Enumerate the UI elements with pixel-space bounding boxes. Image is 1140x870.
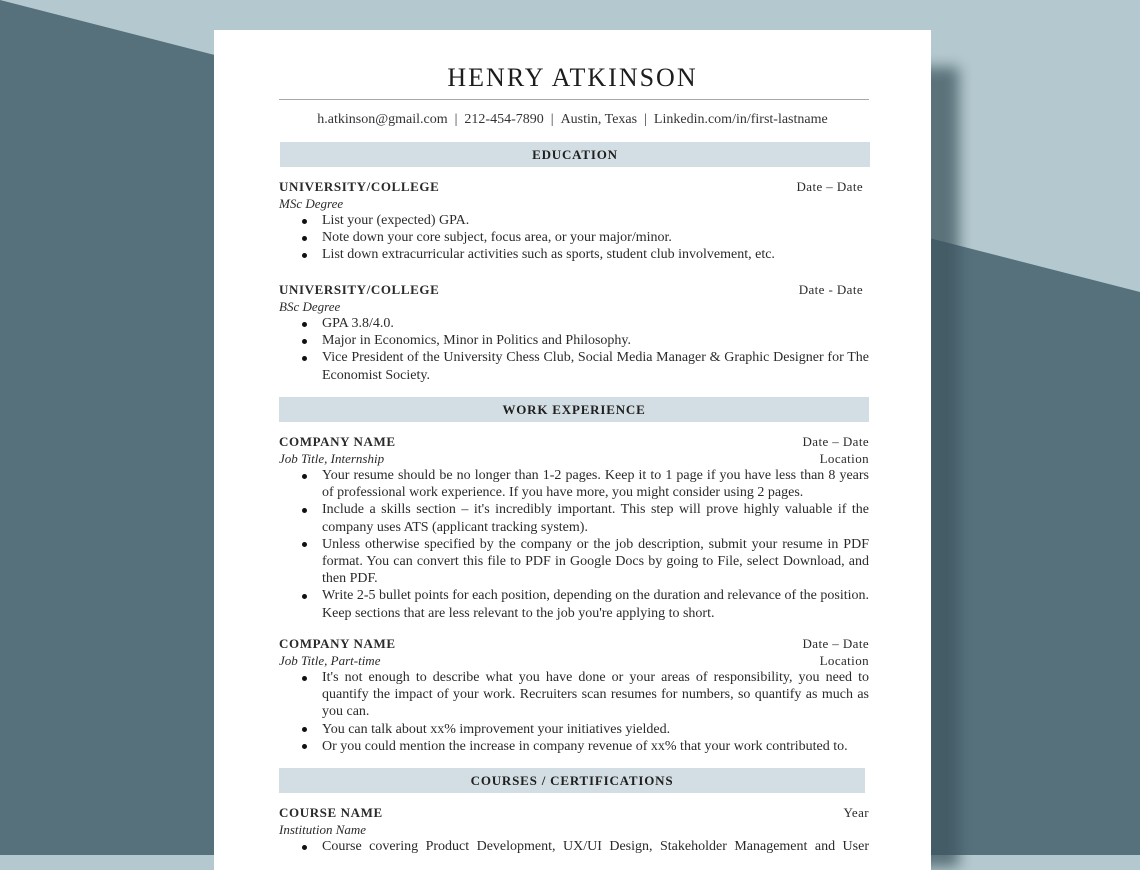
bullet-item: Note down your core subject, focus area, or your major/minor. bbox=[322, 229, 869, 246]
education-entry bbox=[279, 281, 869, 384]
contact-separator: | bbox=[454, 112, 458, 127]
bullet-item: You can talk about xx% improvement your initiatives yielded. bbox=[322, 721, 869, 738]
contact-separator: | bbox=[644, 112, 647, 127]
bullet-item: Write 2-5 bullet points for each position, depending on the duration and relevance of the position. Keep sections that are less relevant to the job you're applying to short. bbox=[322, 588, 869, 621]
education-heading: EDUCATION bbox=[280, 142, 870, 167]
work-entry bbox=[279, 433, 869, 622]
bullet-list bbox=[279, 669, 869, 755]
institution-name: UNIVERSITY/COLLEGE bbox=[279, 282, 440, 297]
bullet-list bbox=[279, 467, 869, 622]
job-location: Location bbox=[819, 653, 869, 668]
bullet-list bbox=[279, 838, 869, 855]
work-entry bbox=[279, 635, 869, 755]
bullet-item: Vice President of the University Chess Club, Social Media Manager & Graphic Designer for The Economist Society. bbox=[322, 350, 869, 383]
company-name: COMPANY NAME bbox=[279, 434, 396, 449]
contact-email: h.atkinson@gmail.com bbox=[317, 112, 448, 127]
education-entry bbox=[279, 178, 869, 264]
resume-page bbox=[214, 30, 931, 870]
bullet-item: Course covering Product Development, UX/UI Design, Stakeholder Management and User bbox=[322, 839, 869, 854]
company-name: COMPANY NAME bbox=[279, 636, 396, 651]
institution-name: Institution Name bbox=[279, 822, 367, 837]
course-name: COURSE NAME bbox=[279, 805, 383, 820]
contact-separator: | bbox=[550, 112, 554, 127]
entry-date: Date - Date bbox=[798, 282, 863, 297]
contact-phone: 212-454-7890 bbox=[464, 112, 544, 127]
entry-date: Date – Date bbox=[796, 179, 863, 194]
degree-name: MSc Degree bbox=[279, 196, 344, 211]
entry-date: Year bbox=[843, 805, 869, 820]
bullet-item: Major in Economics, Minor in Politics and Philosophy. bbox=[322, 332, 869, 349]
name-divider bbox=[279, 99, 869, 100]
course-entry bbox=[279, 804, 869, 855]
bullet-item: List your (expected) GPA. bbox=[322, 212, 869, 229]
work-experience-heading: WORK EXPERIENCE bbox=[279, 397, 869, 422]
bullet-item: List down extracurricular activities such as sports, student club involvement, etc. bbox=[322, 246, 869, 263]
bullet-item: Unless otherwise specified by the company or the job description, submit your resume in PDF format. You can convert this file to PDF in Google Docs by going to File, select Download, and then PDF. bbox=[322, 536, 869, 587]
contact-line bbox=[214, 112, 931, 128]
entry-date: Date – Date bbox=[802, 434, 869, 449]
courses-heading: COURSES / CERTIFICATIONS bbox=[279, 768, 865, 793]
degree-name: BSc Degree bbox=[279, 299, 341, 314]
bullet-item: GPA 3.8/4.0. bbox=[322, 315, 869, 332]
institution-name: UNIVERSITY/COLLEGE bbox=[279, 179, 440, 194]
bullet-item: Include a skills section – it's incredibly important. This step will prove highly valuable if the company uses ATS (applicant tracking system). bbox=[322, 502, 869, 535]
bullet-item: Or you could mention the increase in company revenue of xx% that your work contributed to. bbox=[322, 738, 869, 755]
job-title: Job Title, Part-time bbox=[279, 653, 381, 668]
job-title: Job Title, Internship bbox=[279, 451, 385, 466]
bullet-list bbox=[279, 212, 869, 264]
entry-date: Date – Date bbox=[802, 636, 869, 651]
bullet-item: Your resume should be no longer than 1-2 pages. Keep it to 1 page if you have less than 8 years of professional work experience. If you have more, you might consider using 2 pages. bbox=[322, 468, 869, 501]
contact-linkedin: Linkedin.com/in/first-lastname bbox=[653, 112, 828, 127]
contact-location: Austin, Texas bbox=[560, 112, 638, 127]
bullet-list bbox=[279, 315, 869, 384]
candidate-name: HENRY ATKINSON bbox=[447, 63, 698, 92]
bullet-item: It's not enough to describe what you have done or your areas of responsibility, you need to quantify the impact of your work. Recruiters scan resumes for numbers, so quantify as much as you can. bbox=[322, 670, 869, 720]
job-location: Location bbox=[819, 451, 869, 466]
